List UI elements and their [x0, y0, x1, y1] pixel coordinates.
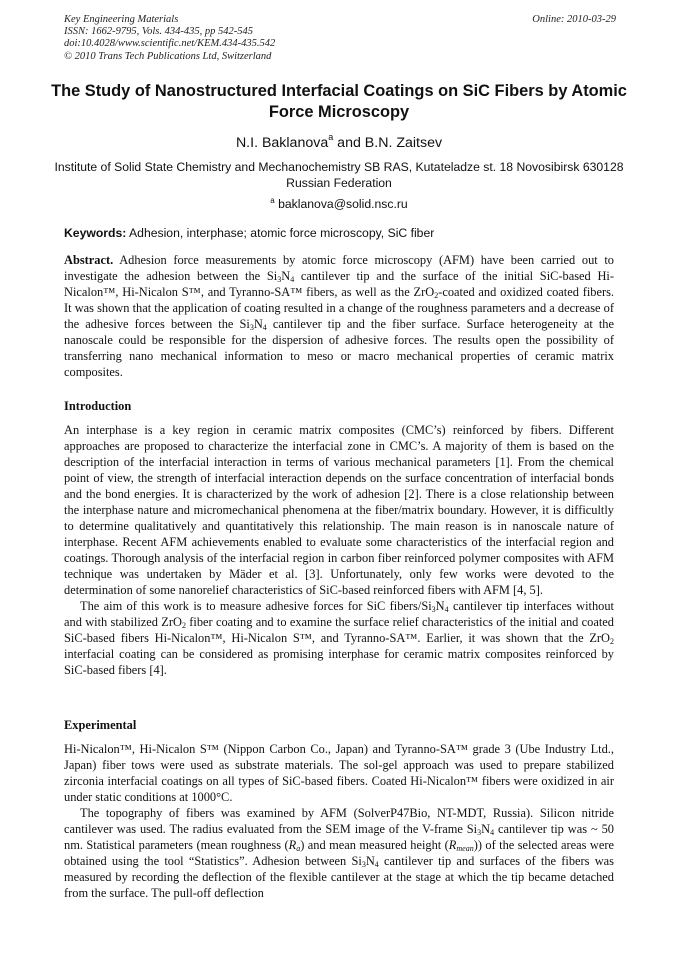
subscript: 2 — [181, 621, 186, 630]
section-heading-introduction: Introduction — [64, 399, 132, 413]
abstract-text: Adhesion force measurements by atomic force microscopy (AFM) have been carried out to investigate the adhesion between the Si — [64, 253, 614, 283]
subscript: 3 — [477, 828, 482, 837]
subscript: 3 — [277, 275, 282, 284]
introduction-section — [64, 422, 614, 678]
subscript: 2 — [610, 637, 614, 646]
exp-paragraph-1: Hi-Nicalon™, Hi-Nicalon S™ (Nippon Carbon Co., Japan) and Tyranno-SA™ grade 3 (Ube Industry Ltd., Japan) fiber tows were used as substrate materials. The sol-gel approach was used to prepare stabilized zirconia interfacial coatings on all types of SiC-based fibers. Coated Hi-Nicalon™ fibers were oxidized in air under static conditions at 1000°C. — [64, 742, 614, 804]
paragraph-text: cantilever tip and surfaces of the fibers was measured by recording the deflection of the flexible cantilever at the stage at which the tip became detached from the surface. The pull-off deflection — [64, 854, 614, 900]
subscript: 3 — [249, 323, 254, 332]
intro-paragraph-1: An interphase is a key region in ceramic matrix composites (CMC’s) reinforced by fibers. Different approaches are proposed to characterize the interfacial zone in CMC’s. A majority of them is based on the description of the interfacial interaction in terms of various mechanical parameters [1]. From the chemical point of view, the strength of interfacial interaction depends on the surface concentration of interfacial bonds and the bond energies. It is characterized by the work of adhesion [2]. There is a close relationship between the interphase nature and micromechanical phenomena at the fiber/matrix boundary. However, it is difficultly to determine qualitatively and quantitatively this relationship. The main reason is in nanoscale nature of interphase. Recent AFM achievements enabled to evaluate some characteristics of the interfacial region and coatings. Thorough analysis of the interfacial region in carbon fiber reinforced polymer composites with AFM technique was undertaken by Mäder et al. [3]. Unfortunately, only few works were devoted to the determination of some nanorelief characteristics of SiC-based reinforced fibers with AFM [4, 5]. — [64, 423, 614, 597]
keywords-label: Keywords: — [64, 226, 127, 240]
paragraph-text: The topography of fibers was examined by AFM (SolverP47Bio, NT-MDT, Russia). Silicon nitride cantilever was used. The radius evaluated from the SEM image of the V-frame Si — [64, 806, 614, 836]
keywords-text: Adhesion, interphase; atomic force microscopy, SiC fiber — [129, 226, 435, 240]
subscript: 3 — [431, 605, 436, 614]
abstract-paragraph — [64, 252, 614, 380]
abstract — [64, 252, 614, 380]
subscript: 4 — [444, 605, 449, 614]
paragraph-text: ) and mean measured height ( — [300, 838, 449, 852]
abstract-text: N — [253, 317, 263, 331]
paragraph-text: fiber coating and to examine the surface relief characteristics of the initial and coated SiC-based fibers Hi-Nicalon™, Hi-Nicalon S™, and Tyranno-SA™. Earlier, it was shown that the ZrO — [64, 615, 614, 645]
author-email — [50, 197, 628, 212]
affiliation: Institute of Solid State Chemistry and Mechanochemistry SB RAS, Kutateladze st. 18 Novosibirsk 630128 Russian Federation — [54, 160, 624, 190]
subscript: 4 — [374, 860, 379, 869]
author-separator: and — [333, 135, 365, 151]
subscript: 4 — [262, 323, 267, 332]
author-name: B.N. Zaitsev — [364, 135, 443, 151]
section-heading-experimental: Experimental — [64, 718, 137, 732]
abstract-text: cantilever tip and the surface of the initial SiC-based Hi-Nicalon™, Hi-Nicalon S™, and Tyranno-SA™ fibers, as well as the ZrO — [64, 269, 614, 299]
author-list — [50, 134, 628, 152]
subscript: 2 — [434, 291, 439, 300]
email-address: baklanova@solid.nsc.ru — [278, 197, 408, 211]
paper-title: The Study of Nanostructured Interfacial Coatings on SiC Fibers by Atomic Force Microscopy — [51, 82, 627, 121]
abstract-text: N — [281, 269, 291, 283]
paragraph-text: N — [481, 822, 491, 836]
paragraph-text: cantilever tip was ~ 50 nm. Statistical parameters (mean roughness ( — [64, 822, 614, 852]
subscript: 4 — [490, 828, 495, 837]
subscript: 3 — [361, 860, 366, 869]
paragraph-text: The aim of this work is to measure adhesive forces for SiC fibers/Si — [80, 599, 432, 613]
paragraph-text: interfacial coating can be considered as promising interphase for ceramic matrix composites reinforced by SiC-based fibers [4]. — [64, 647, 614, 677]
subscript: 4 — [290, 275, 295, 284]
paragraph-text: N — [435, 599, 445, 613]
symbol-italic: R — [448, 838, 457, 852]
author-affiliation-mark: a — [328, 132, 334, 142]
intro-paragraph-2 — [64, 598, 614, 678]
paragraph-text: )) of the selected areas were obtained using the tool “Statistics”. Adhesion between Si — [64, 838, 614, 868]
experimental-section — [64, 741, 614, 901]
subscript: mean — [456, 844, 474, 853]
subscript: a — [296, 844, 301, 853]
email-mark: a — [270, 196, 275, 205]
author-name: N.I. Baklanova — [235, 135, 329, 151]
paragraph-text: cantilever tip interfaces without and with stabilized ZrO — [64, 599, 614, 629]
journal-name: Key Engineering Materials — [64, 14, 179, 25]
keywords — [64, 226, 624, 241]
symbol-italic: R — [288, 838, 297, 852]
issn-line: ISSN: 1662-9795, Vols. 434-435, pp 542-545 — [64, 26, 253, 38]
journal-header — [64, 14, 616, 63]
paragraph-text: N — [365, 854, 375, 868]
online-date: Online: 2010-03-29 — [532, 14, 616, 25]
abstract-text: -coated and oxidized coated fibers. It was shown that the application of coating resulted in a change of the roughness parameters and a decrease of the adhesive forces between the Si — [64, 285, 615, 331]
copyright-line: © 2010 Trans Tech Publications Ltd, Switzerland — [64, 50, 272, 62]
abstract-label: Abstract. — [64, 253, 114, 267]
abstract-text: cantilever tip and the fiber surface. Surface heterogeneity at the nanoscale could be responsible for the dispersion of adhesive forces. The results open the possibility of transferring nano mechanical information to meso or macro mechanical properties of ceramic matrix composites. — [64, 317, 614, 379]
doi-line: doi:10.4028/www.scientific.net/KEM.434-435.542 — [64, 38, 276, 50]
exp-paragraph-2 — [64, 805, 614, 901]
